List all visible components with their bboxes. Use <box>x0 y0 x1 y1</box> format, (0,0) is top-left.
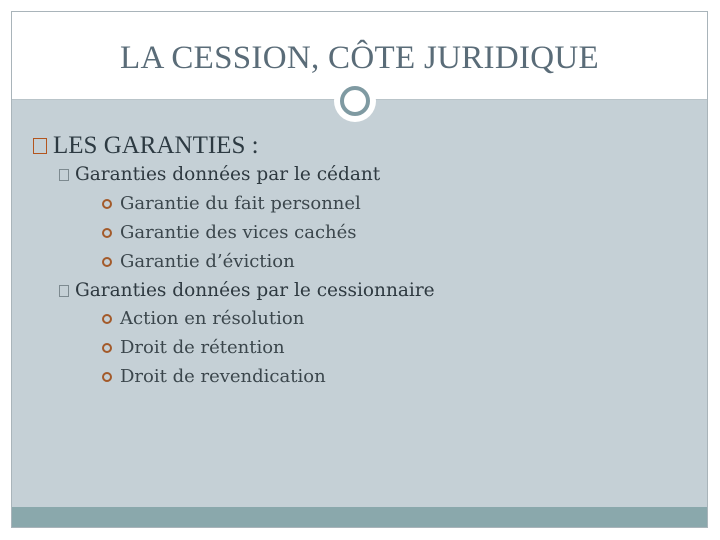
list-item-label: Garantie d’éviction <box>120 251 295 272</box>
slide-body <box>12 12 707 527</box>
list-item-label: Droit de rétention <box>120 337 285 358</box>
small-square-bullet-icon <box>59 169 69 181</box>
ring-bullet-icon <box>102 372 112 382</box>
subheading-cedant <box>59 164 380 185</box>
section-heading <box>33 132 259 160</box>
list-item <box>102 222 357 243</box>
list-item <box>102 193 361 214</box>
heading-text: LES GARANTIES : <box>53 132 259 159</box>
ring-bullet-icon <box>102 199 112 209</box>
ring-bullet-icon <box>102 343 112 353</box>
ring-bullet-icon <box>102 228 112 238</box>
list-item <box>102 337 285 358</box>
slide <box>11 11 708 528</box>
subheading-label: Garanties données par le cessionnaire <box>75 280 435 301</box>
list-item <box>102 308 304 329</box>
subheading-label: Garanties données par le cédant <box>75 164 381 185</box>
ring-bullet-icon <box>102 257 112 267</box>
list-item-label: Droit de revendication <box>120 366 326 387</box>
list-item-label: Garantie du fait personnel <box>120 193 361 214</box>
small-square-bullet-icon <box>59 285 69 297</box>
slide-title: LA CESSION, CÔTE JURIDIQUE <box>120 40 599 76</box>
footer-bar <box>12 507 707 527</box>
list-item <box>102 366 326 387</box>
ring-bullet-icon <box>102 314 112 324</box>
list-item-label: Action en résolution <box>120 308 305 329</box>
square-bullet-icon <box>33 138 47 154</box>
subheading-cessionnaire <box>59 280 435 301</box>
list-item-label: Garantie des vices cachés <box>120 222 357 243</box>
list-item <box>102 251 295 272</box>
